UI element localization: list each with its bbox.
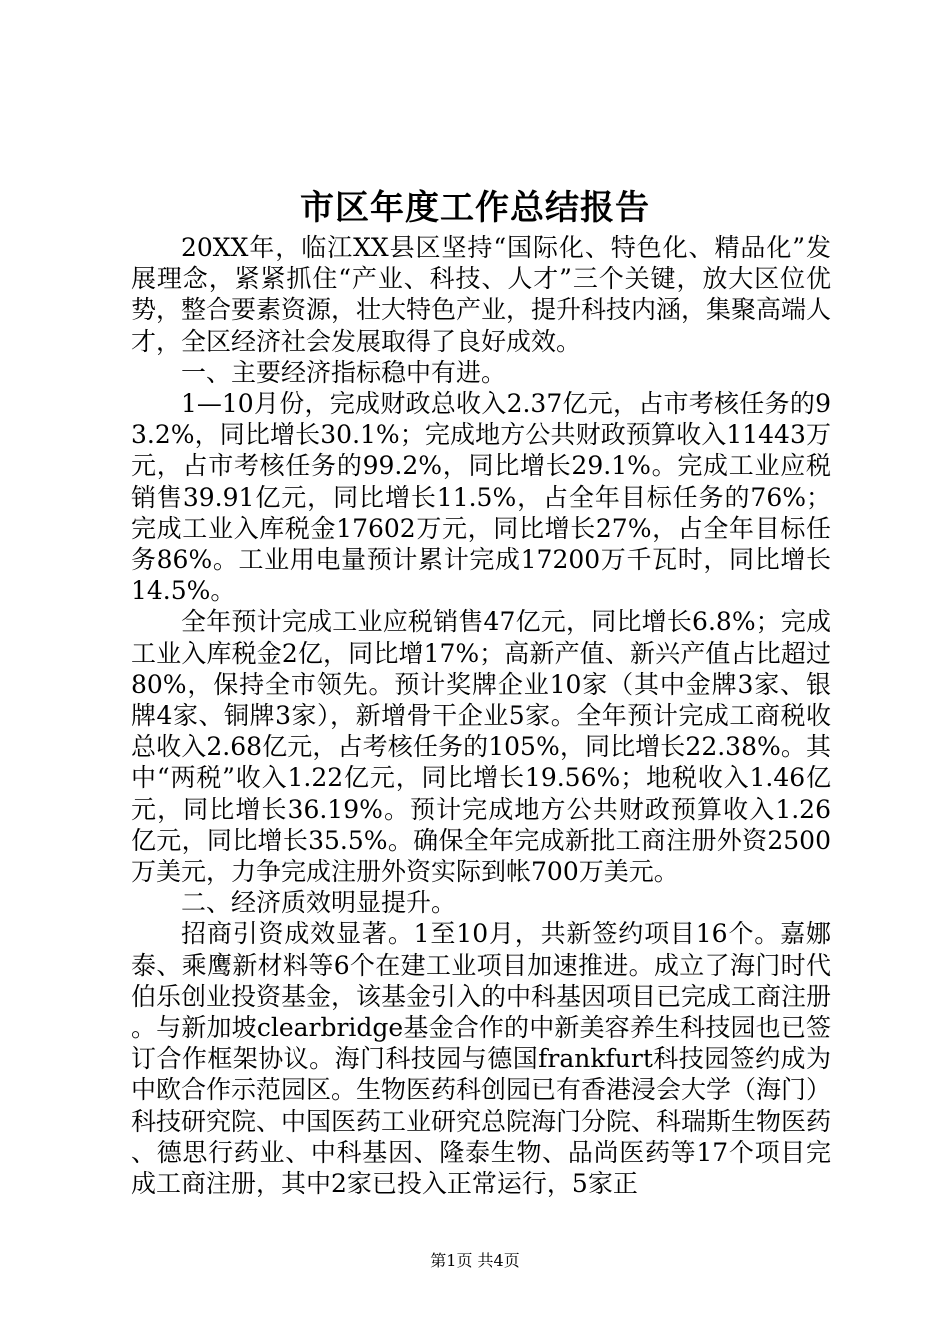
paragraph-investment: 招商引资成效显著。1至10月，共新签约项目16个。嘉娜泰、乘鹰新材料等6个在建工业项目加速推进。成立了海门时代伯乐创业投资基金，该基金引入的中科基因项目已完成工商注册。与新加坡clearbridge基金合作的中新美容养生科技园也已签订合作框架协议。海门科技园与德国frankfurt科技园签约成为中欧合作示范园区。生物医药科创园已有香港浸会大学（海门）科技研究院、中国医药工业研究总院海门分院、科瑞斯生物医药、德思行药业、中科基因、隆泰生物、品尚医药等17个项目完成工商注册，其中2家已投入正常运行，5家正 [131,919,832,1199]
paragraph-indicators-oct: 1—10月份，完成财政总收入2.37亿元，占市考核任务的93.2%，同比增长30.1%；完成地方公共财政预算收入11443万元，占市考核任务的99.2%，同比增长29.1%。完成工业应税销售39.91亿元，同比增长11.5%，占全年目标任务的76%；完成工业入库税金17602万元，同比增长27%，占全年目标任务86%。工业用电量预计累计完成17200万千瓦时，同比增长14.5%。 [131,389,831,606]
document-title: 市区年度工作总结报告 [300,188,650,228]
section-heading-1: 一、主要经济指标稳中有进。 [181,357,507,387]
document-body [131,232,831,1199]
paragraph-intro: 20XX年，临江XX县区坚持“国际化、特色化、精品化”发展理念，紧紧抓住“产业、科技、人才”三个关键，放大区位优势，整合要素资源，壮大特色产业，提升科技内涵，集聚高端人才，全区经济社会发展取得了良好成效。 [131,233,832,356]
page-number-footer: 第1页 共4页 [430,1251,520,1270]
paragraph-indicators-year: 全年预计完成工业应税销售47亿元，同比增长6.8%；完成工业入库税金2亿，同比增17%；高新产值、新兴产值占比超过80%，保持全市领先。预计奖牌企业10家（其中金牌3家、银牌4家、铜牌3家），新增骨干企业5家。全年预计完成工商税收总收入2.68亿元，占考核任务的105%，同比增长22.38%。其中“两税”收入1.22亿元，同比增长19.56%；地税收入1.46亿元，同比增长36.19%。预计完成地方公共财政预算收入1.26亿元，同比增长35.5%。确保全年完成新批工商注册外资2500万美元，力争完成注册外资实际到帐700万美元。 [131,607,831,887]
section-heading-2: 二、经济质效明显提升。 [181,888,457,918]
